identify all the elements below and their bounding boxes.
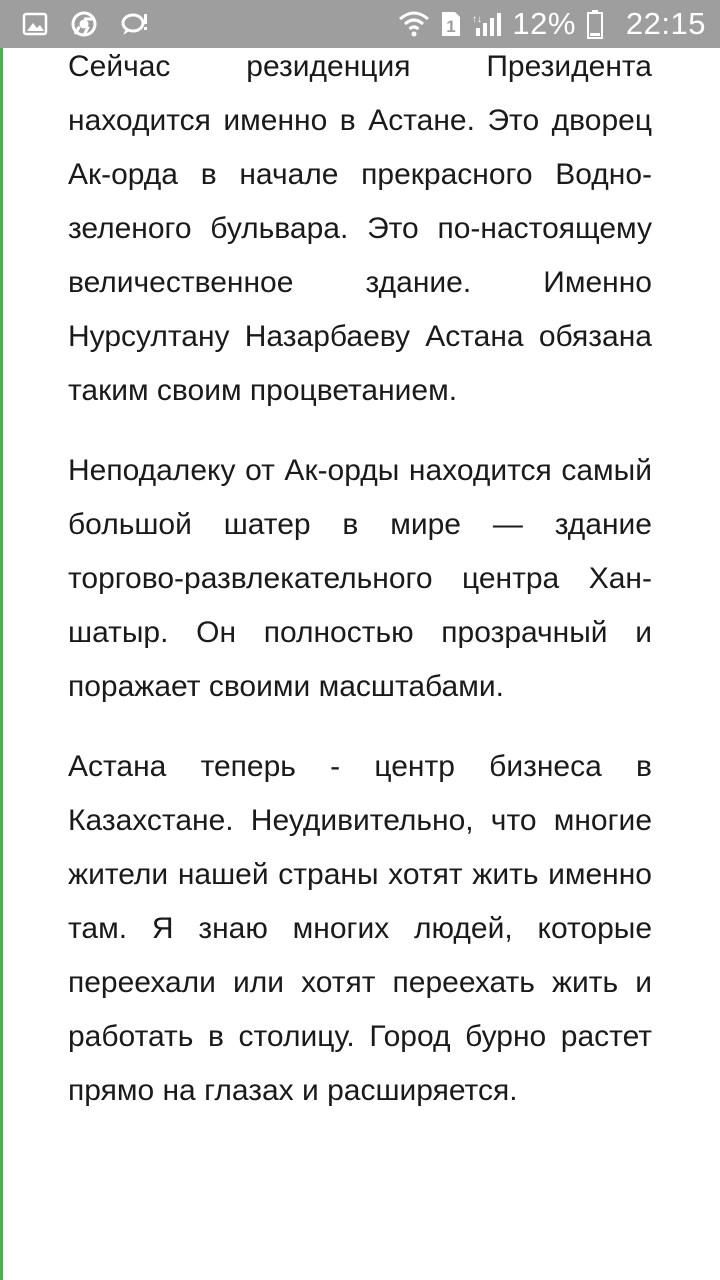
article-paragraph: Сейчас резиденция Президента находится именно в Астане. Это дворец Ак-орда в начале прекрасного Водно-зеленого бульвара. Это по-настоящему величественное здание. Именно Нурсултану Назарбаеву Астана обязана таким своим процветанием. [68, 50, 652, 407]
sim-label: 1 [446, 17, 457, 36]
wifi-icon [398, 10, 430, 38]
svg-text:↑↓: ↑↓ [472, 14, 483, 25]
article-body[interactable] [68, 40, 652, 1280]
content-edge-accent [0, 48, 3, 1280]
chrome-icon [70, 10, 98, 38]
article-paragraph: Неподалеку от Ак-орды находится самый большой шатер в мире — здание торгово-развлекательного центра Хан-шатыр. Он полностью прозрачный и поражает своими масштабами. [68, 454, 652, 703]
signal-icon [472, 10, 502, 38]
gallery-icon [22, 12, 48, 36]
article-paragraph: Астана теперь - центр бизнеса в Казахстане. Неудивительно, что многие жители нашей страны хотят жить именно там. Я знаю многих людей, которые переехали или хотят переехать жить и работать в столицу. Город бурно растет прямо на глазах и расширяется. [68, 750, 652, 1107]
sim-icon [440, 10, 462, 38]
clock-time: 22:15 [625, 6, 706, 41]
battery-icon [586, 9, 604, 39]
notification-icon [120, 10, 150, 38]
battery-percent: 12% [512, 6, 576, 41]
